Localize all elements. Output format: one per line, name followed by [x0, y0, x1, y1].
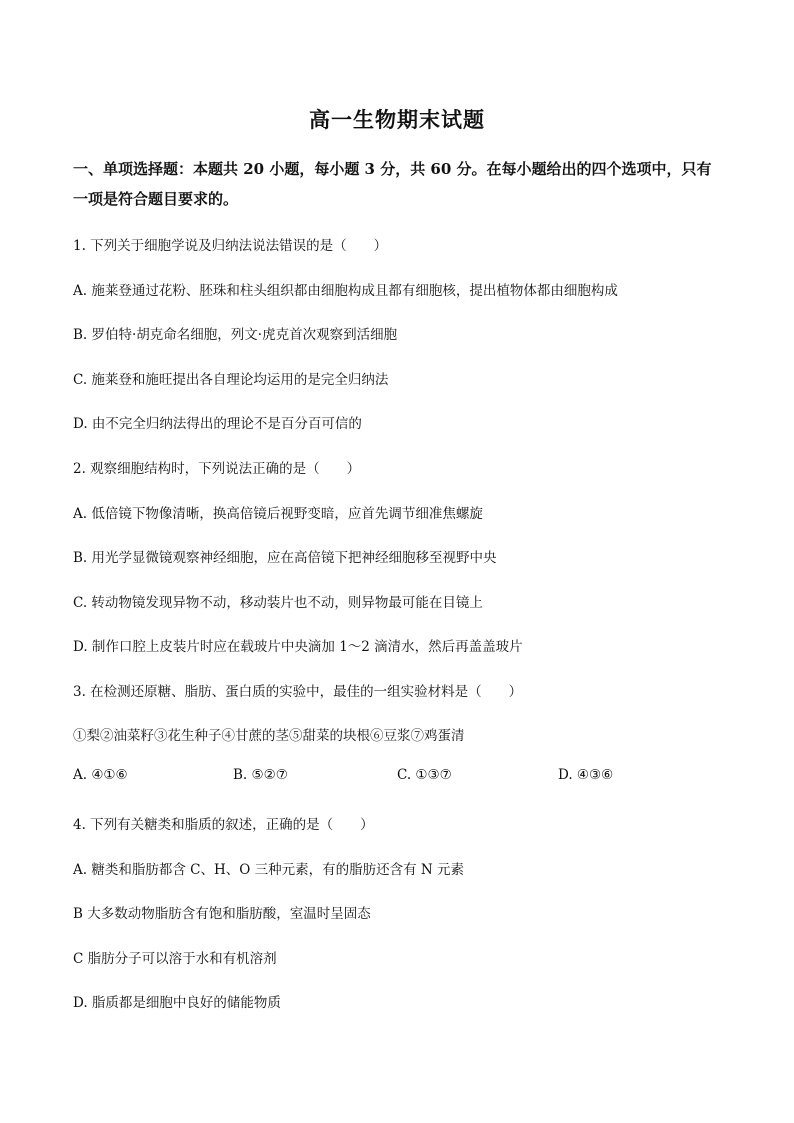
question-4-option-a: A. 糖类和脂肪都含 C、H、O 三种元素，有的脂肪还含有 N 元素	[73, 862, 464, 878]
question-2-option-a: A. 低倍镜下物像清晰，换高倍镜后视野变暗，应首先调节细准焦螺旋	[73, 506, 483, 522]
question-4-option-b: B 大多数动物脂肪含有饱和脂肪酸，室温时呈固态	[73, 906, 371, 922]
question-3-option-a: A. ④①⑥	[73, 767, 128, 783]
question-4-option-c: C 脂肪分子可以溶于水和有机溶剂	[73, 951, 277, 967]
question-4-stem: 4. 下列有关糖类和脂质的叙述，正确的是（ ）	[73, 817, 374, 833]
page-title: 高一生物期末试题	[309, 107, 485, 132]
question-1-stem: 1. 下列关于细胞学说及归纳法说法错误的是（ ）	[73, 238, 388, 254]
question-3-option-c: C. ①③⑦	[397, 767, 452, 783]
question-3-materials: ①梨②油菜籽③花生种子④甘蔗的茎⑤甜菜的块根⑥豆浆⑦鸡蛋清	[73, 728, 465, 744]
question-2-stem: 2. 观察细胞结构时，下列说法正确的是（ ）	[73, 461, 361, 477]
question-4-option-d: D. 脂质都是细胞中良好的储能物质	[73, 995, 281, 1011]
question-2-option-c: C. 转动物镜发现异物不动，移动装片也不动，则异物最可能在目镜上	[73, 595, 483, 611]
question-3-stem: 3. 在检测还原糖、脂肪、蛋白质的实验中，最佳的一组实验材料是（ ）	[73, 684, 523, 700]
question-2-option-b: B. 用光学显微镜观察神经细胞，应在高倍镜下把神经细胞移至视野中央	[73, 550, 497, 566]
question-1-option-b: B. 罗伯特·胡克命名细胞，列文·虎克首次观察到活细胞	[73, 327, 398, 343]
question-2-option-d: D. 制作口腔上皮装片时应在载玻片中央滴加 1～2 滴清水，然后再盖盖玻片	[73, 639, 523, 655]
question-1-option-a: A. 施莱登通过花粉、胚珠和柱头组织都由细胞构成且都有细胞核，提出植物体都由细胞构成	[73, 283, 618, 299]
section-heading: 一、单项选择题：本题共 20 小题，每小题 3 分，共 60 分。在每小题给出的四个选项中，只有一项是符合题目要求的。	[73, 160, 712, 208]
question-1-option-d: D. 由不完全归纳法得出的理论不是百分百可信的	[73, 416, 362, 432]
question-1-option-c: C. 施莱登和施旺提出各自理论均运用的是完全归纳法	[73, 372, 389, 388]
question-3-options	[73, 767, 713, 787]
question-3-option-b: B. ⑤②⑦	[233, 767, 288, 783]
question-3-option-d: D. ④③⑥	[558, 767, 614, 783]
